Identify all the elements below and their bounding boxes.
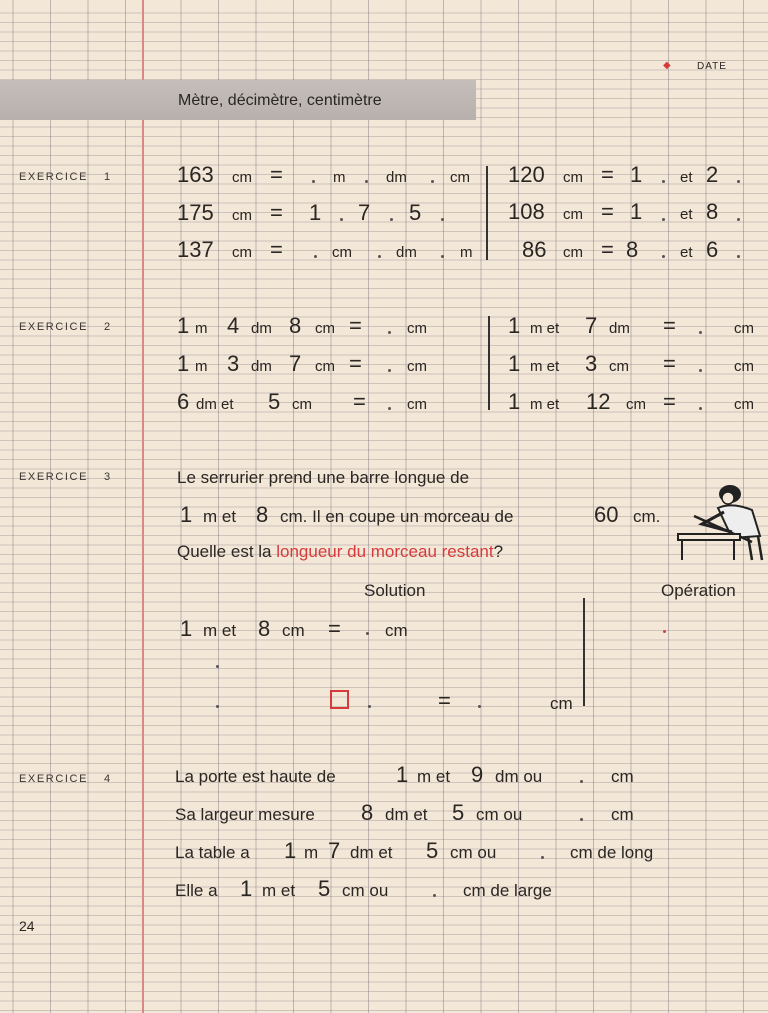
word: cm ou [342,881,389,900]
blank-dot [314,255,317,258]
equals: = [349,313,362,338]
value: 1 [508,351,521,376]
page-number: 24 [19,918,35,934]
value: 4 [227,313,240,338]
blank-dot [388,407,391,410]
blank-dot [662,180,665,183]
equals: = [270,237,283,262]
blank-dot [365,180,368,183]
unit: cm [332,244,352,261]
answer-value: 5 [409,200,422,225]
word: La porte est haute de [175,767,336,786]
word: et [680,244,693,261]
solution-separator [583,598,585,706]
exercise-2-label: EXERCICE 2 [19,321,112,333]
unit: cm [626,396,646,413]
blank-dot [737,218,740,221]
title-bar [0,80,476,120]
word: Elle a [175,881,218,900]
blank-dot [216,705,219,708]
value: 163 [177,162,214,187]
blank-dot [312,180,315,183]
blank-dot [662,255,665,258]
unit: cm [232,169,252,186]
equals: = [663,351,676,376]
word: et [680,169,693,186]
word: cm. [633,507,661,526]
unit: cm [450,169,470,186]
unit: dm [251,358,272,375]
equals: = [601,237,614,262]
blank-dot [580,780,583,783]
value: 6 [177,389,190,414]
unit: cm [563,244,583,261]
value: 137 [177,237,214,262]
value: 6 [706,237,719,262]
unit: cm [407,358,427,375]
unit: cm [734,320,754,337]
word: m et [262,881,296,900]
unit: cm [734,396,754,413]
value: 8 [626,237,639,262]
blank-dot [663,630,666,633]
exercise-1-label: EXERCICE 1 [19,171,112,183]
blank-dot [340,218,343,221]
value: 8 [256,502,269,527]
value: 7 [328,838,341,863]
blank-dot [737,255,740,258]
unit: cm [609,358,629,375]
value: 1 [284,838,297,863]
unit: cm [232,207,252,224]
blank-dot [378,255,381,258]
highlight-text: longueur du morceau restant [276,542,494,561]
equals: = [349,351,362,376]
value: 5 [452,800,465,825]
locksmith-illustration [672,480,768,564]
unit: cm [407,320,427,337]
value: 1 [177,313,190,338]
word: dm et [385,805,428,824]
value: 120 [508,162,545,187]
word: cm de long [570,843,654,862]
equals: = [663,313,676,338]
unit: m [333,169,346,186]
word: cm ou [450,843,497,862]
value: 7 [585,313,598,338]
value: 8 [361,800,374,825]
word: Sa largeur mesure [175,805,315,824]
word: m [304,843,319,862]
value: 8 [258,616,271,641]
unit: dm [609,320,630,337]
result-unit: cm [550,694,573,713]
blank-dot [431,180,434,183]
unit: cm [611,805,634,824]
unit: m et [530,320,560,337]
value: 5 [318,876,331,901]
value: 3 [227,351,240,376]
blank-dot [441,218,444,221]
date-marker: ◆ [663,60,671,71]
blank-dot [662,218,665,221]
value: 1 [180,616,193,641]
unit: dm [396,244,417,261]
margin-line [142,0,144,1013]
value: 2 [706,162,719,187]
question-text: Quelle est la [177,542,277,561]
value: 175 [177,200,214,225]
separator [488,316,490,410]
unit: m [195,320,208,337]
value: 12 [586,389,611,414]
value: 60 [594,502,619,527]
equals: = [601,162,614,187]
unit: cm [611,767,634,786]
value: 9 [471,762,484,787]
unit: cm [282,621,305,640]
value: 3 [585,351,598,376]
word: La table a [175,843,250,862]
problem-line-3 [177,542,503,562]
unit: dm et [196,396,234,413]
blank-dot [433,894,436,897]
blank-dot [737,180,740,183]
word: m et [417,767,451,786]
blank-dot [216,665,219,668]
equals: = [438,688,451,713]
word: cm de large [463,881,552,900]
equals: = [270,162,283,187]
unit: cm [734,358,754,375]
answer-value: 1 [309,200,322,225]
equals: = [601,199,614,224]
equals: = [328,616,341,641]
value: 1 [180,502,193,527]
problem-line-1: Le serrurier prend une barre longue de [177,468,470,487]
unit: m et [530,358,560,375]
separator [486,166,488,260]
unit: cm [315,358,335,375]
blank-dot [699,407,702,410]
blank-dot [580,818,583,821]
value: 1 [508,389,521,414]
equals: = [353,389,366,414]
unit: cm [563,206,583,223]
value: 1 [396,762,409,787]
exercise-4-label: EXERCICE 4 [19,773,112,785]
blank-dot [541,856,544,859]
word: m et [203,621,237,640]
value: 1 [630,162,643,187]
word: et [680,206,693,223]
word: m et [203,507,237,526]
value: 1 [508,313,521,338]
unit: cm [292,396,312,413]
value: 1 [177,351,190,376]
blank-dot [478,705,481,708]
unit: m et [530,396,560,413]
blank-dot [699,369,702,372]
unit: cm [315,320,335,337]
word: cm ou [476,805,523,824]
value: 1 [240,876,253,901]
answer-value: 7 [358,200,371,225]
unit: cm [385,621,408,640]
unit: cm [407,396,427,413]
blank-dot [388,369,391,372]
blank-dot [366,632,369,635]
value: 8 [706,199,719,224]
unit: cm [563,169,583,186]
page-title: Mètre, décimètre, centimètre [178,92,382,109]
value: 1 [630,199,643,224]
blank-dot [390,218,393,221]
blank-dot [441,255,444,258]
blank-dot [699,331,702,334]
unit: cm [232,244,252,261]
date-label: DATE [697,61,727,72]
unit: m [460,244,473,261]
exercise-3-label: EXERCICE 3 [19,471,112,483]
value: 5 [426,838,439,863]
value: 8 [289,313,302,338]
operation-label: Opération [661,581,736,600]
solution-label: Solution [364,581,426,600]
question-mark: ? [493,542,504,561]
value: 5 [268,389,281,414]
value: 7 [289,351,302,376]
word: dm et [350,843,393,862]
value: 108 [508,199,545,224]
unit: dm [251,320,272,337]
unit: dm [386,169,407,186]
operation-sign-box [330,690,349,709]
blank-dot [388,331,391,334]
equals: = [663,389,676,414]
word: cm. Il en coupe un morceau de [280,507,514,526]
blank-dot [368,705,371,708]
value: 86 [522,237,547,262]
equals: = [270,200,283,225]
unit: m [195,358,208,375]
word: dm ou [495,767,543,786]
